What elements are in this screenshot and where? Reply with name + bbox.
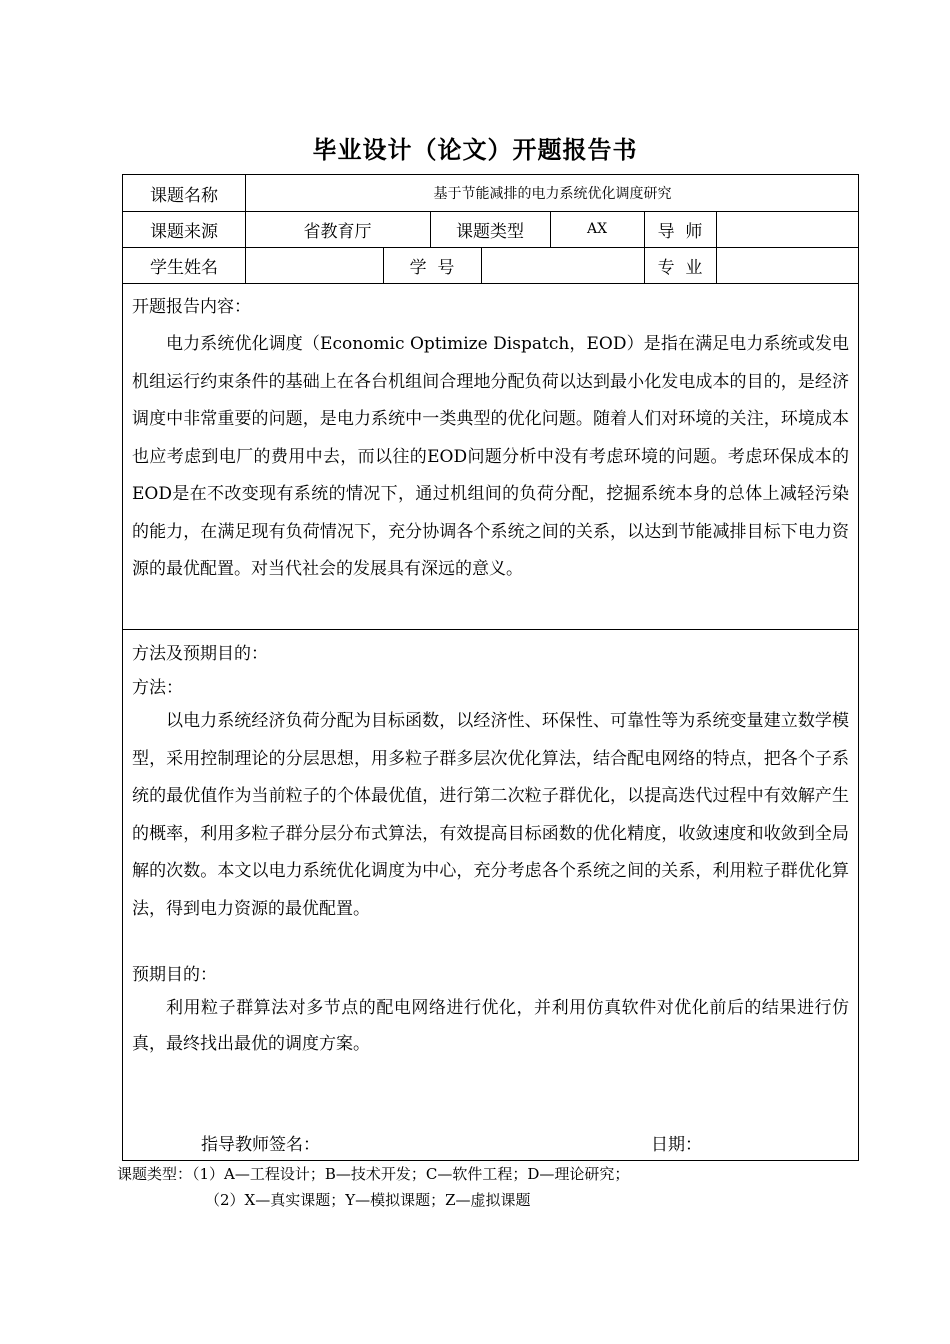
- student-id-label: 学 号: [409, 257, 455, 278]
- topic-label: 课题名称: [150, 185, 218, 206]
- type-label: 课题类型: [456, 221, 524, 242]
- report-heading: 开题报告内容：: [132, 297, 251, 317]
- major-value[interactable]: [716, 247, 860, 283]
- methods-section: [123, 636, 858, 1062]
- student-id-value[interactable]: [481, 247, 644, 283]
- proposal-form: [122, 174, 859, 1161]
- major-label: 专 业: [657, 257, 703, 278]
- report-body: 电力系统优化调度（Economic Optimize Dispatch，EOD）是指在满足电力系统或发电机组运行约束条件的基础上在各台机组间合理地分配负荷以达到最小化发电成本的目的，是经济调度中非常重要的问题，是电力系统中一类典型的优化问题。随着人们对环境的关注，环境成本也应考虑到电厂的费用中去，而以往的EOD问题分析中没有考虑环境的问题。考虑环保成本的EOD是在不改变现有系统的情况下，通过机组间的负荷分配，挖掘系统本身的总体上减轻污染的能力，在满足现有负荷情况下，充分协调各个系统之间的关系，以达到节能减排目标下电力资源的最优配置。对当代社会的发展具有深远的意义。: [132, 334, 849, 579]
- student-name-value[interactable]: [245, 247, 383, 283]
- document-title: 毕业设计（论文）开题报告书: [312, 136, 638, 164]
- section-divider: [123, 629, 858, 630]
- type-value[interactable]: AX: [586, 221, 608, 237]
- advisor-signature-label: 指导教师签名：: [201, 1135, 320, 1155]
- methods-heading: 方法及预期目的：: [132, 644, 268, 664]
- date-label: 日期：: [651, 1135, 702, 1155]
- topic-value[interactable]: 基于节能减排的电力系统优化调度研究: [433, 186, 672, 202]
- expected-body: 利用粒子群算法对多节点的配电网络进行优化，并利用仿真软件对优化前后的结果进行仿真，最终找出最优的调度方案。: [132, 998, 849, 1054]
- footnote-line-1: 课题类型：（1）A—工程设计；B—技术开发；C—软件工程；D—理论研究；: [117, 1165, 630, 1183]
- student-name-label: 学生姓名: [150, 257, 218, 278]
- footnotes: [117, 1161, 629, 1213]
- footnote-line-2: （2）X—真实课题；Y—模拟课题；Z—虚拟课题: [205, 1191, 531, 1209]
- source-value[interactable]: 省教育厅: [303, 221, 372, 242]
- advisor-value[interactable]: [716, 211, 860, 247]
- report-content-section: [123, 289, 858, 589]
- method-label: 方法：: [132, 678, 183, 698]
- source-label: 课题来源: [150, 221, 218, 242]
- expected-label: 预期目的：: [132, 965, 217, 985]
- method-body: 以电力系统经济负荷分配为目标函数，以经济性、环保性、可靠性等为系统变量建立数学模型，采用控制理论的分层思想，用多粒子群多层次优化算法，结合配电网络的特点，把各个子系统的最优值作为当前粒子的个体最优值，进行第二次粒子群优化，以提高迭代过程中有效解产生的概率，利用多粒子群分层分布式算法，有效提高目标函数的优化精度，收敛速度和收敛到全局解的次数。本文以电力系统优化调度为中心，充分考虑各个系统之间的关系，利用粒子群优化算法，得到电力资源的最优配置。: [132, 711, 849, 919]
- advisor-label: 导 师: [657, 221, 703, 242]
- row-divider: [123, 283, 858, 284]
